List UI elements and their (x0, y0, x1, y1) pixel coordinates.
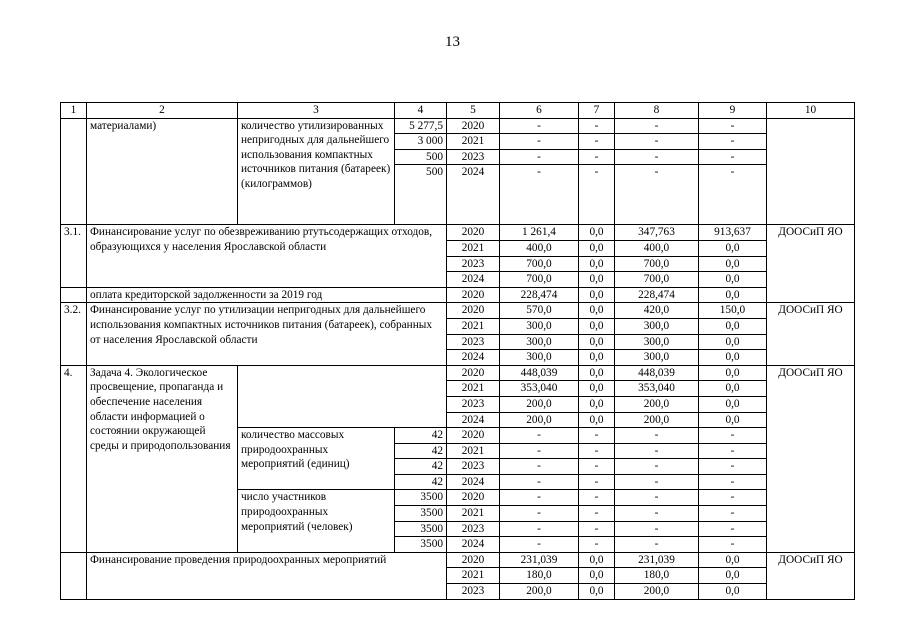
other-cell: 0,0 (699, 568, 767, 584)
indicator-value: 3500 (395, 490, 447, 506)
indicator-value: 3500 (395, 537, 447, 553)
item-name: Финансирование проведения природоохранных мероприятий (87, 552, 447, 599)
year-cell: 2023 (447, 521, 500, 537)
federal-cell: 0,0 (579, 396, 615, 412)
table-row (61, 118, 855, 134)
regional-cell: - (615, 490, 699, 506)
other-cell: 0,0 (699, 240, 767, 256)
federal-cell: 0,0 (579, 350, 615, 366)
federal-cell: 0,0 (579, 256, 615, 272)
total-cell: 228,474 (500, 287, 579, 303)
regional-cell: - (615, 474, 699, 490)
year-cell: 2023 (447, 334, 500, 350)
total-cell: 1 261,4 (500, 225, 579, 241)
item-number: 3.2. (61, 303, 87, 365)
regional-cell: 448,039 (615, 365, 699, 381)
year-cell: 2023 (447, 459, 500, 475)
federal-cell: - (579, 443, 615, 459)
responsible-cell (767, 118, 855, 225)
federal-cell: - (579, 118, 615, 134)
federal-cell: 0,0 (579, 303, 615, 319)
table-row (61, 103, 855, 119)
total-cell: - (500, 443, 579, 459)
year-cell: 2023 (447, 256, 500, 272)
total-cell: 300,0 (500, 318, 579, 334)
year-cell: 2020 (447, 490, 500, 506)
indicator-value: 5 277,5 (395, 118, 447, 134)
indicator-name: число участников природоохранных мероприятий (человек) (238, 490, 395, 552)
total-cell: 570,0 (500, 303, 579, 319)
federal-cell: - (579, 428, 615, 444)
federal-cell: 0,0 (579, 240, 615, 256)
regional-cell: 200,0 (615, 396, 699, 412)
other-cell: 0,0 (699, 256, 767, 272)
indicator-value: 42 (395, 428, 447, 444)
column-header: 8 (615, 103, 699, 119)
total-cell: - (500, 537, 579, 553)
regional-cell: 180,0 (615, 568, 699, 584)
federal-cell: 0,0 (579, 225, 615, 241)
total-cell: 200,0 (500, 412, 579, 428)
other-cell: - (699, 490, 767, 506)
regional-cell: 300,0 (615, 334, 699, 350)
regional-cell: 700,0 (615, 272, 699, 288)
other-cell: 0,0 (699, 318, 767, 334)
total-cell: 200,0 (500, 396, 579, 412)
item-name: Финансирование услуг по обезвреживанию ртутьсодержащих отходов, образующихся у населения Ярославской области (87, 225, 447, 287)
indicator-name (238, 365, 447, 427)
federal-cell: 0,0 (579, 584, 615, 600)
federal-cell: - (579, 490, 615, 506)
regional-cell: 347,763 (615, 225, 699, 241)
federal-cell: - (579, 459, 615, 475)
program-table (60, 102, 855, 600)
federal-cell: 0,0 (579, 318, 615, 334)
responsible-cell: ДООСиП ЯО (767, 552, 855, 599)
year-cell: 2024 (447, 474, 500, 490)
responsible-cell: ДООСиП ЯО (767, 225, 855, 303)
other-cell: 913,637 (699, 225, 767, 241)
year-cell: 2023 (447, 584, 500, 600)
year-cell: 2023 (447, 396, 500, 412)
year-cell: 2024 (447, 165, 500, 225)
column-header: 9 (699, 103, 767, 119)
total-cell: - (500, 490, 579, 506)
year-cell: 2021 (447, 134, 500, 150)
year-cell: 2021 (447, 318, 500, 334)
other-cell: - (699, 443, 767, 459)
item-name: Финансирование услуг по утилизации непригодных для дальнейшего использования компактных источников питания (батареек), собранных от населения Ярославской области (87, 303, 447, 365)
federal-cell: 0,0 (579, 272, 615, 288)
regional-cell: 420,0 (615, 303, 699, 319)
column-header: 1 (61, 103, 87, 119)
responsible-cell: ДООСиП ЯО (767, 303, 855, 365)
year-cell: 2021 (447, 568, 500, 584)
other-cell: 0,0 (699, 272, 767, 288)
total-cell: - (500, 506, 579, 522)
total-cell: - (500, 428, 579, 444)
indicator-name: количество утилизированных непригодных для дальнейшего использования компактных источников питания (батареек) (килограммов) (238, 118, 395, 225)
federal-cell: 0,0 (579, 568, 615, 584)
other-cell: - (699, 165, 767, 225)
year-cell: 2021 (447, 506, 500, 522)
year-cell: 2021 (447, 443, 500, 459)
indicator-value: 500 (395, 149, 447, 165)
regional-cell: 400,0 (615, 240, 699, 256)
year-cell: 2024 (447, 412, 500, 428)
other-cell: 0,0 (699, 396, 767, 412)
item-number (61, 118, 87, 225)
other-cell: - (699, 118, 767, 134)
regional-cell: - (615, 134, 699, 150)
other-cell: 0,0 (699, 287, 767, 303)
other-cell: - (699, 537, 767, 553)
total-cell: 700,0 (500, 256, 579, 272)
other-cell: 0,0 (699, 381, 767, 397)
other-cell: 0,0 (699, 552, 767, 568)
regional-cell: - (615, 428, 699, 444)
year-cell: 2024 (447, 272, 500, 288)
regional-cell: - (615, 443, 699, 459)
year-cell: 2023 (447, 149, 500, 165)
other-cell: 0,0 (699, 365, 767, 381)
other-cell: 0,0 (699, 584, 767, 600)
regional-cell: 228,474 (615, 287, 699, 303)
item-number: 4. (61, 365, 87, 552)
total-cell: 180,0 (500, 568, 579, 584)
regional-cell: 353,040 (615, 381, 699, 397)
table-row (61, 287, 855, 303)
year-cell: 2020 (447, 225, 500, 241)
total-cell: 300,0 (500, 350, 579, 366)
item-number (61, 287, 87, 303)
indicator-value: 42 (395, 474, 447, 490)
federal-cell: 0,0 (579, 412, 615, 428)
regional-cell: - (615, 149, 699, 165)
total-cell: 353,040 (500, 381, 579, 397)
item-name: Задача 4. Экологическое просвещение, пропаганда и обеспечение населения области информацией о состоянии окружающей среды и природопользования (87, 365, 238, 552)
regional-cell: 200,0 (615, 584, 699, 600)
other-cell: - (699, 474, 767, 490)
year-cell: 2024 (447, 537, 500, 553)
table-row (61, 552, 855, 568)
regional-cell: - (615, 521, 699, 537)
column-header: 2 (87, 103, 238, 119)
table-row (61, 365, 855, 381)
federal-cell: - (579, 165, 615, 225)
regional-cell: 200,0 (615, 412, 699, 428)
indicator-value: 500 (395, 165, 447, 225)
other-cell: - (699, 428, 767, 444)
indicator-value: 42 (395, 443, 447, 459)
regional-cell: - (615, 459, 699, 475)
item-number (61, 552, 87, 599)
other-cell: 0,0 (699, 412, 767, 428)
other-cell: - (699, 149, 767, 165)
regional-cell: - (615, 506, 699, 522)
total-cell: 200,0 (500, 584, 579, 600)
column-header: 3 (238, 103, 395, 119)
other-cell: 0,0 (699, 334, 767, 350)
regional-cell: - (615, 165, 699, 225)
federal-cell: 0,0 (579, 287, 615, 303)
federal-cell: - (579, 149, 615, 165)
indicator-value: 3 000 (395, 134, 447, 150)
other-cell: - (699, 521, 767, 537)
column-header: 6 (500, 103, 579, 119)
responsible-cell: ДООСиП ЯО (767, 365, 855, 552)
total-cell: - (500, 165, 579, 225)
total-cell: - (500, 118, 579, 134)
federal-cell: 0,0 (579, 381, 615, 397)
regional-cell: - (615, 118, 699, 134)
federal-cell: 0,0 (579, 365, 615, 381)
federal-cell: 0,0 (579, 334, 615, 350)
year-cell: 2020 (447, 118, 500, 134)
column-header: 5 (447, 103, 500, 119)
federal-cell: - (579, 506, 615, 522)
item-name: оплата кредиторской задолженности за 2019 год (87, 287, 447, 303)
total-cell: - (500, 474, 579, 490)
column-header: 4 (395, 103, 447, 119)
year-cell: 2020 (447, 303, 500, 319)
federal-cell: 0,0 (579, 552, 615, 568)
indicator-value: 42 (395, 459, 447, 475)
indicator-value: 3500 (395, 506, 447, 522)
year-cell: 2020 (447, 428, 500, 444)
year-cell: 2021 (447, 240, 500, 256)
other-cell: 0,0 (699, 350, 767, 366)
page-number: 13 (445, 34, 460, 50)
total-cell: - (500, 149, 579, 165)
total-cell: 400,0 (500, 240, 579, 256)
total-cell: - (500, 459, 579, 475)
column-header: 10 (767, 103, 855, 119)
total-cell: 231,039 (500, 552, 579, 568)
item-name: материалами) (87, 118, 238, 225)
column-header: 7 (579, 103, 615, 119)
federal-cell: - (579, 537, 615, 553)
year-cell: 2020 (447, 365, 500, 381)
indicator-name: количество массовых природоохранных мероприятий (единиц) (238, 428, 395, 490)
other-cell: - (699, 506, 767, 522)
total-cell: 448,039 (500, 365, 579, 381)
regional-cell: 700,0 (615, 256, 699, 272)
year-cell: 2021 (447, 381, 500, 397)
other-cell: - (699, 134, 767, 150)
regional-cell: 231,039 (615, 552, 699, 568)
total-cell: - (500, 134, 579, 150)
year-cell: 2020 (447, 287, 500, 303)
regional-cell: - (615, 537, 699, 553)
year-cell: 2024 (447, 350, 500, 366)
year-cell: 2020 (447, 552, 500, 568)
table-row (61, 225, 855, 241)
total-cell: 300,0 (500, 334, 579, 350)
regional-cell: 300,0 (615, 350, 699, 366)
federal-cell: - (579, 521, 615, 537)
item-number: 3.1. (61, 225, 87, 287)
federal-cell: - (579, 474, 615, 490)
table-row (61, 303, 855, 319)
indicator-value: 3500 (395, 521, 447, 537)
federal-cell: - (579, 134, 615, 150)
other-cell: - (699, 459, 767, 475)
other-cell: 150,0 (699, 303, 767, 319)
regional-cell: 300,0 (615, 318, 699, 334)
total-cell: 700,0 (500, 272, 579, 288)
total-cell: - (500, 521, 579, 537)
